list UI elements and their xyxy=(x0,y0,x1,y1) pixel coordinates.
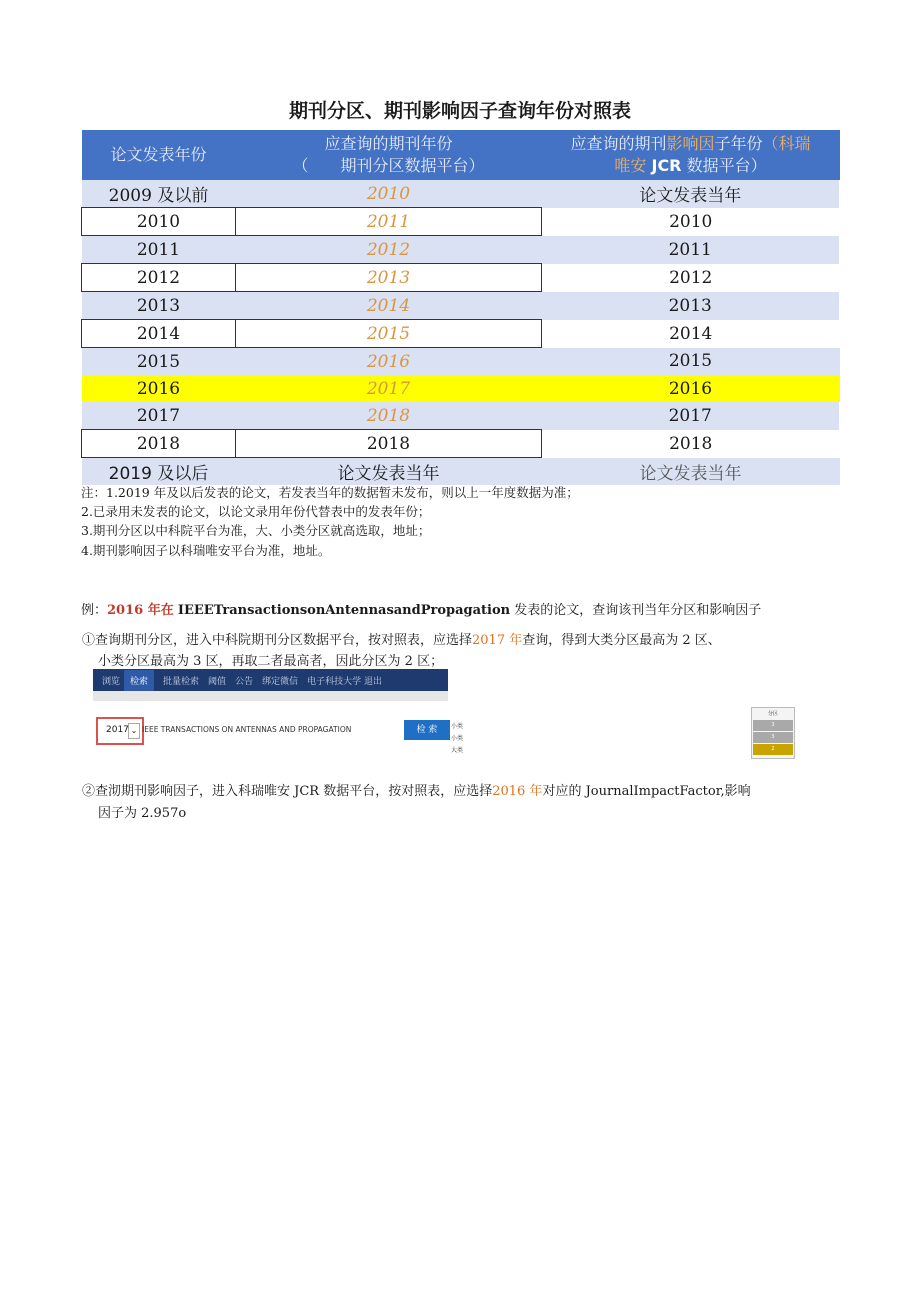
nav-item-logout[interactable]: 电子科技大学 退出 xyxy=(307,676,382,687)
nav-item-batch[interactable]: 批量检索 xyxy=(163,676,200,687)
side-label: 小类 xyxy=(451,735,464,742)
cell-jcr: 2016 xyxy=(542,375,840,402)
header-jcr-text: 数据平台） xyxy=(686,156,767,175)
cell-zone: 2018 xyxy=(236,402,542,430)
cell-jcr: 2012 xyxy=(669,267,713,288)
partition-platform-screenshot xyxy=(93,669,463,757)
header-jcr-bold: JCR xyxy=(651,156,682,175)
example-year: 2016 年在 xyxy=(107,603,174,618)
step1-text-b: 查询，得到大类分区最高为 2 区、 xyxy=(522,633,721,648)
cell-zone: 2011 xyxy=(236,208,542,236)
partition-cell: 3 xyxy=(753,720,793,731)
example-prefix: 例： xyxy=(81,603,108,618)
cell-year: 2009 及以前 xyxy=(82,180,236,208)
cell-year: 2014 xyxy=(82,320,236,348)
partition-header: 分区 xyxy=(767,711,778,717)
table-row xyxy=(82,180,840,208)
chevron-down-icon: ⌄ xyxy=(128,723,140,739)
table-row xyxy=(82,458,840,486)
header-zone-year xyxy=(236,130,542,180)
cell-jcr: 2013 xyxy=(542,292,840,320)
cell-zone: 2014 xyxy=(236,292,542,320)
nav-item-notice[interactable]: 公告 xyxy=(235,676,254,687)
step2-line2: 因子为 2.957o xyxy=(98,806,187,821)
cell-jcr: 2015 xyxy=(542,348,840,376)
partition-result-box xyxy=(751,707,795,759)
example-line xyxy=(81,599,761,618)
cell-zone: 2010 xyxy=(236,180,542,208)
step1-line1 xyxy=(82,629,721,648)
cell-zone: 2013 xyxy=(236,264,542,292)
cell-year: 2013 xyxy=(82,292,236,320)
cell-jcr: 论文发表当年 xyxy=(542,458,840,486)
step2-text-b: 对应的 JournalImpactFactor,影响 xyxy=(542,784,751,799)
table-header-row xyxy=(82,130,840,180)
journal-search-input[interactable]: IEEE TRANSACTIONS ON ANTENNAS AND PROPAGATION xyxy=(142,725,352,734)
step1-year: 2017 年 xyxy=(472,633,523,648)
table-row-highlighted xyxy=(82,375,840,402)
nav-item-browse[interactable]: 浏览 xyxy=(102,676,121,687)
header-jcr-year xyxy=(542,130,840,180)
search-row xyxy=(93,713,464,754)
step2-text: ②查沏期刊影响因子，进入科瑞唯安 JCR 数据平台，按对照表，应选择 xyxy=(82,784,493,799)
cell-jcr: 2018 xyxy=(669,433,713,454)
table-row xyxy=(82,430,840,458)
partition-cell-highlight: 2 xyxy=(753,744,793,755)
header-jcr-highlight: （科瑞 xyxy=(762,134,811,153)
header-jcr-highlight: 影响因 xyxy=(666,134,715,153)
header-jcr-line2 xyxy=(542,155,840,177)
table-row xyxy=(82,264,840,292)
cell-year: 2017 xyxy=(82,402,236,430)
cell-zone: 论文发表当年 xyxy=(236,458,542,486)
table-row xyxy=(82,236,840,264)
year-select-value: 2017 xyxy=(106,725,129,735)
step1-line2: 小类分区最高为 3 区，再取二者最高者，因此分区为 2 区； xyxy=(98,654,444,669)
cell-zone: 2018 xyxy=(236,430,542,458)
example-journal: IEEETransactionsonAntennasandPropagation xyxy=(177,603,511,618)
cell-zone: 2016 xyxy=(236,348,542,376)
note-2: 2.已录用未发表的论文，以论文录用年份代替表中的发表年份； xyxy=(81,504,431,519)
nav-item-threshold[interactable]: 阈值 xyxy=(208,676,227,687)
step2-year: 2016 年 xyxy=(492,784,543,799)
table-row xyxy=(82,402,840,430)
side-label: 大类 xyxy=(451,747,464,754)
cell-year: 2010 xyxy=(82,208,236,236)
step1-text: ①查询期刊分区，进入中科院期刊分区数据平台，按对照表，应选择 xyxy=(82,633,473,648)
table-row xyxy=(82,320,840,348)
header-zone-line2: （ 期刊分区数据平台） xyxy=(292,156,485,175)
nav-item-search[interactable]: 检索 xyxy=(124,670,154,691)
cell-year: 2016 xyxy=(82,375,236,402)
note-3: 3.期刊分区以中科院平台为准，大、小类分区就高选取，地址； xyxy=(81,523,431,538)
step2-line1 xyxy=(82,780,751,799)
lookup-table xyxy=(81,130,840,485)
header-zone-line1: 应查询的期刊年份 xyxy=(324,134,453,153)
cell-year: 2015 xyxy=(82,348,236,376)
cell-jcr: 2017 xyxy=(542,402,840,430)
header-jcr-text: 应查询的期刊 xyxy=(570,134,667,153)
divider xyxy=(93,691,448,701)
cell-jcr: 论文发表当年 xyxy=(542,180,840,208)
cell-zone: 2017 xyxy=(236,375,542,402)
partition-cell: 3 xyxy=(753,732,793,743)
side-label: 小类 xyxy=(451,723,464,730)
cell-zone: 2012 xyxy=(236,236,542,264)
header-publish-year: 论文发表年份 xyxy=(82,130,236,180)
cell-jcr: 2014 xyxy=(669,323,713,344)
table-row xyxy=(82,348,840,376)
header-jcr-highlight: 唯安 xyxy=(614,156,647,175)
year-select[interactable] xyxy=(96,717,144,745)
note-4: 4.期刊影响因子以科瑞唯安平台为准，地址。 xyxy=(81,543,331,558)
example-suffix: 发表的论文，查询该刊当年分区和影响因子 xyxy=(514,603,762,618)
cell-year: 2018 xyxy=(82,430,236,458)
page-title: 期刊分区、期刊影响因子查询年份对照表 xyxy=(288,100,631,122)
cell-zone: 2015 xyxy=(236,320,542,348)
nav-bar xyxy=(93,669,448,691)
cell-jcr: 2010 xyxy=(669,211,713,232)
table-row xyxy=(82,208,840,236)
cell-jcr: 2011 xyxy=(542,236,840,264)
table-row xyxy=(82,292,840,320)
cell-year: 2019 及以后 xyxy=(82,458,236,486)
header-jcr-text: 子年份 xyxy=(714,134,763,153)
cell-year: 2012 xyxy=(82,264,236,292)
header-jcr-line1 xyxy=(542,133,840,155)
search-button[interactable]: 检 索 xyxy=(404,720,450,740)
nav-item-wechat[interactable]: 绑定微信 xyxy=(262,676,299,687)
cell-year: 2011 xyxy=(82,236,236,264)
note-1: 注：1.2019 年及以后发表的论文，若发表当年的数据暂未发布，则以上一年度数据为准； xyxy=(81,485,579,500)
